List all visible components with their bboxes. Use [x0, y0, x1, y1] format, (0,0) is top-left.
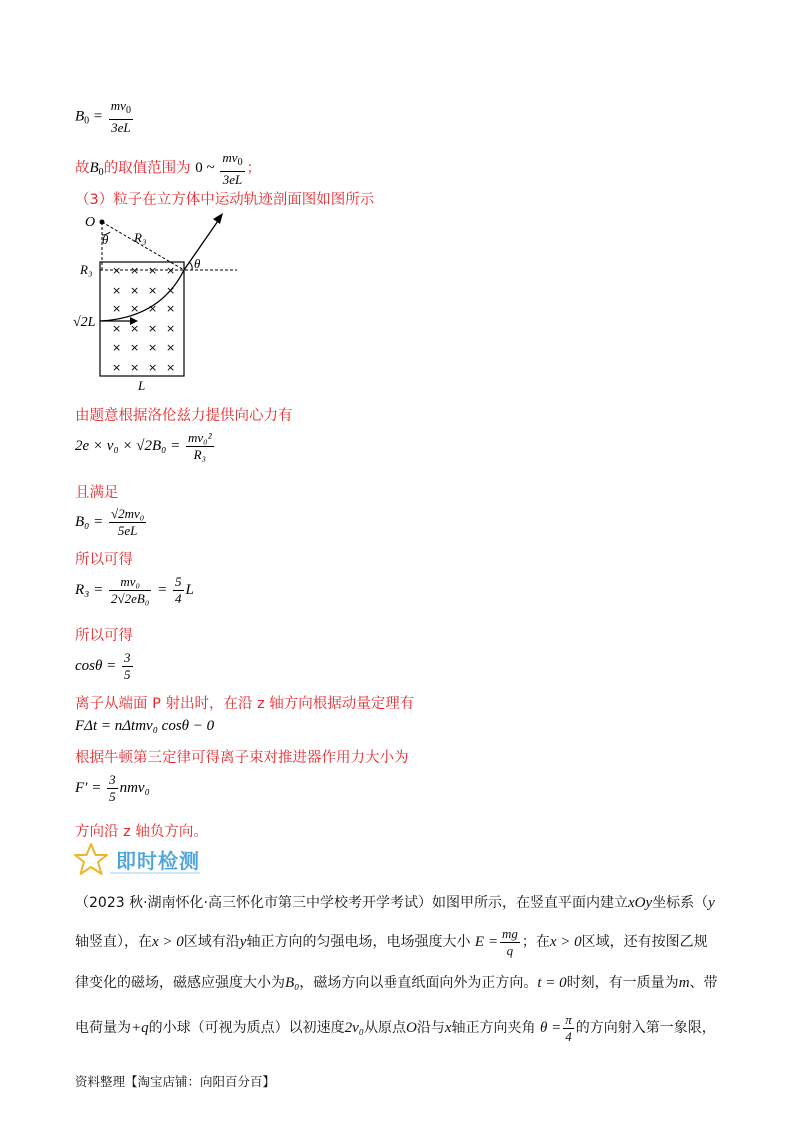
problem-line-3: 律变化的磁场，磁感应强度大小为B₀，磁场方向以垂直纸面向外为正方向。t = 0时刻，有一质量为m、带	[75, 975, 718, 991]
trajectory-figure	[72, 210, 332, 395]
label-l: L	[138, 378, 146, 393]
label-sqrt2l: √2L	[73, 315, 96, 330]
label-theta-top: θ	[102, 232, 109, 247]
section-underline	[110, 872, 200, 874]
equation-b0: $B_0$ = $\frac{mv_0}{3eL}$	[75, 98, 131, 135]
problem-line-1: （2023 秋·湖南怀化·高三怀化市第三中学校考开学考试）如图甲所示，在竖直平面内建立xOy坐标系（y	[75, 895, 715, 911]
svg-text:×: ×	[166, 322, 176, 335]
equation-cos: cosθ = $\frac{3}{5}$	[75, 650, 131, 682]
result-statement-1: 所以可得	[75, 552, 133, 568]
svg-text:×: ×	[166, 264, 176, 277]
equation-r3: R₃ = $\frac{\text{mv₀}}{\text{2√2eB₀}}$ = $\frac{5}{4}$ L	[75, 574, 194, 606]
momentum-statement: 离子从端面 P 射出时，在沿 z 轴方向根据动量定理有	[75, 696, 415, 712]
svg-text:×: ×	[130, 361, 140, 374]
svg-text:×: ×	[130, 284, 140, 297]
svg-text:×: ×	[130, 322, 140, 335]
magnetic-field-crosses	[112, 264, 175, 374]
direction-statement: 方向沿 z 轴负方向。	[75, 824, 208, 840]
svg-text:×: ×	[112, 284, 122, 297]
svg-text:×: ×	[148, 322, 158, 335]
svg-text:×: ×	[148, 302, 158, 315]
problem-line-4: 电荷量为+q的小球（可视为质点）以初速度2v₀从原点O沿与x轴正方向夹角 θ = $\frac{\pi}{4}$ 的方向射入第一象限，	[75, 1012, 716, 1044]
star-icon	[72, 842, 110, 876]
svg-text:×: ×	[112, 264, 122, 277]
range-statement: 故$B_0$的取值范围为 0 ~ $\frac{mv_0}{3eL}$ ；	[75, 150, 262, 187]
problem-line-2: 轴竖直），在x > 0区域有沿y轴正方向的匀强电场，电场强度大小 E = $\frac{mg}{q}$ ；在x > 0区域，还有按图乙规	[75, 926, 708, 958]
svg-text:×: ×	[130, 302, 140, 315]
svg-text:×: ×	[112, 361, 122, 374]
newton-statement: 根据牛顿第三定律可得离子束对推进器作用力大小为	[75, 750, 409, 766]
result-statement-2: 所以可得	[75, 628, 133, 644]
svg-text:×: ×	[148, 341, 158, 354]
equation-lorentz: 2e × v₀ × √2B₀ = $\frac{\text{mv₀²}}{\text{R₃}}$	[75, 430, 212, 462]
svg-text:×: ×	[166, 284, 176, 297]
svg-text:×: ×	[112, 341, 122, 354]
svg-text:×: ×	[112, 302, 122, 315]
svg-text:×: ×	[166, 302, 176, 315]
equation-momentum: FΔt = nΔtmv₀ cosθ − 0	[75, 718, 215, 734]
svg-text:×: ×	[148, 264, 158, 277]
field-box	[100, 262, 184, 376]
svg-text:×: ×	[148, 284, 158, 297]
footer-source: 资料整理【淘宝店铺：向阳百分百】	[75, 1074, 276, 1089]
label-r3-diag: R₃	[134, 230, 147, 245]
equation-force: F′ = $\frac{3}{5}$ nmv₀	[75, 772, 150, 804]
lorentz-statement: 由题意根据洛伦兹力提供向心力有	[75, 408, 293, 424]
svg-text:×: ×	[130, 264, 140, 277]
svg-text:×: ×	[112, 322, 122, 335]
section-title: 即时检测	[72, 842, 200, 876]
label-theta-right: θ	[194, 256, 201, 271]
part3-heading: （3）粒子在立方体中运动轨迹剖面图如图所示	[75, 192, 375, 208]
label-o: O	[85, 215, 96, 230]
svg-text:×: ×	[148, 361, 158, 374]
svg-text:×: ×	[166, 361, 176, 374]
label-r3-left: R₃	[80, 262, 93, 277]
svg-text:×: ×	[130, 341, 140, 354]
equation-b0-value: B₀ = $\frac{\text{√2mv₀}}{5eL}$	[75, 506, 145, 538]
svg-text:×: ×	[166, 341, 176, 354]
condition-statement: 且满足	[75, 485, 119, 501]
